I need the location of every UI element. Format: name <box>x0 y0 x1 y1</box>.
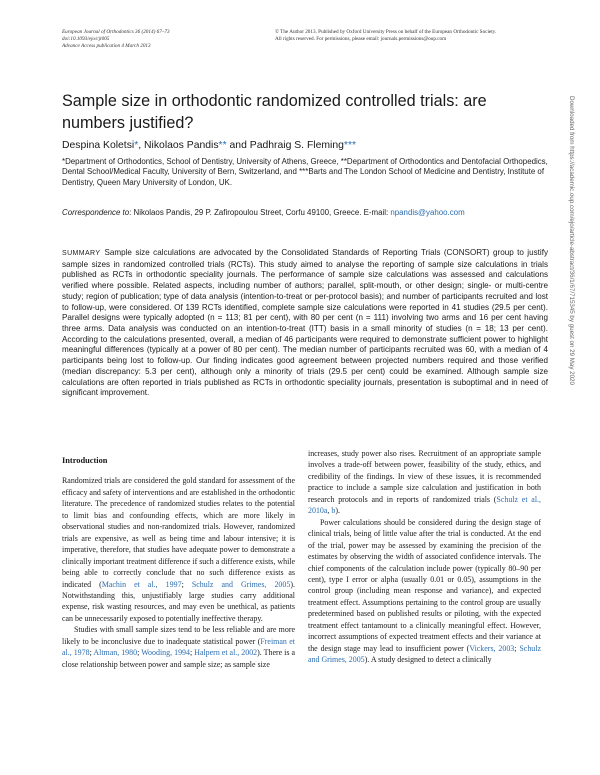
email-link[interactable]: npandis@yahoo.com <box>390 208 465 217</box>
copyright-line: © The Author 2013. Published by Oxford University Press on behalf of the European Orthodontic Society. <box>275 29 497 35</box>
text-run: ). There is a close relationship between power and sample size; as sample size <box>62 648 296 669</box>
text-run: increases, study power also rises. Recruitment of an appropriate sample involves a trade-off between power, feasibility of the study, ethics, and credibility of the findings. In view of these issues, it is recommended practice to include a sample size calculation and justification in both research protocols and in reports of randomized trials ( <box>308 449 541 504</box>
citation-link[interactable]: Freiman et al., 1978 <box>62 636 295 658</box>
citation-link[interactable]: Vickers, 2003 <box>469 643 515 653</box>
citation-link[interactable]: Schulz and Grimes, 2005 <box>308 643 541 665</box>
citation-link[interactable]: Wooding, 1994 <box>141 648 190 658</box>
affiliation-mark[interactable]: *** <box>343 140 357 151</box>
article-title: Sample size in orthodontic randomized controlled trials: are numbers justified? <box>62 92 487 132</box>
journal-line: European Journal of Orthodontics 36 (2014) 67–73 <box>62 29 170 35</box>
summary-label: SUMMARY <box>62 250 101 257</box>
author-list <box>62 140 356 151</box>
author-separator: , <box>138 140 145 151</box>
text-run: ). A study designed to detect a clinically <box>364 655 492 665</box>
paragraph <box>62 624 295 670</box>
citation-link[interactable]: Halpern et al., 2002 <box>194 648 258 658</box>
copyright-line: All rights reserved. For permissions, please email: journals.permissions@oup.com <box>275 36 447 43</box>
left-column <box>62 455 295 670</box>
download-notice: Downloaded from https://academic.oup.com/ejo/article-abstract/36/1/67/715345 by guest on 29 May 2020 <box>568 96 575 385</box>
affiliations: *Department of Orthodontics, School of Dentistry, University of Athens, Greece, **Department of Orthodontics and Dentofacial Orthopedics, Dental School/Medical Faculty, University of Bern, Switzerland, and ***Barts and The London School of Medicine and Dentistry, Institute of Dentistry, Queen Mary University of London, UK. <box>62 157 548 187</box>
correspondence <box>62 208 562 217</box>
text-run: ). Notwithstanding this, unjustifiably large studies carry additional expense, risk wasting resources, and may even be unethical, as patients can be unnecessarily exposed to potentially ineffective therapy. <box>62 579 295 623</box>
text-run: ; <box>514 643 520 653</box>
text-run: ; <box>189 648 195 658</box>
copyright-notice <box>275 29 551 43</box>
text-run: Power calculations should be considered during the design stage of clinical trials, being of little value after the trial is conducted. At the end of the trial, power may be assessed by examining the precision of the estimates by observing the width of associated confidence intervals. The chief components of the calculation include power (typically 80–90 per cent), type I error or alpha (usually 0.01 or 0.05), assumptions in the control group (including mean response and variance), and expected treatment effect. Assumptions pertaining to the control group are usually predetermined based on published results or piloting, with the expected treatment effect tantamount to a clinically meaningful effect. However, incorrect assumptions of expected treatment effects and their variance at the design stage may lead to insufficient power ( <box>308 517 541 653</box>
journal-line: Advance Access publication 4 March 2013 <box>62 43 151 50</box>
citation-link[interactable]: Altman, 1980 <box>93 648 138 658</box>
section-heading: Introduction <box>62 456 108 465</box>
journal-line: doi:10.1093/ejo/cjt005 <box>62 36 110 43</box>
text-run: ; <box>137 648 142 658</box>
text-run: Randomized trials are considered the gold standard for assessment of the efficacy and safety of interventions and are established in the orthodontic literature. The precedence of randomized studies relates to the potential to limit bias and confounding effects, which are more likely in observational studies and non-randomized trials. However, randomized trials are expensive, as well as being time and labour intensive; it is imperative, therefore, that studies have adequate power to demonstrate a clinically important treatment difference if such a difference exists, while being able to correctly conclude that no such difference exists as indicated ( <box>62 476 295 589</box>
author-name: Despina Koletsi <box>62 140 135 151</box>
text-run: ; <box>89 648 94 658</box>
journal-citation <box>62 29 170 51</box>
text-run: , <box>327 506 332 516</box>
author-separator: and <box>226 140 250 151</box>
author-name: Nikolaos Pandis <box>144 140 219 151</box>
citation-link[interactable]: Schulz and Grimes, 2005 <box>191 579 291 589</box>
paragraph <box>62 475 295 624</box>
text-run: ; <box>181 579 192 589</box>
author-name: Padhraig S. Fleming <box>249 140 344 151</box>
summary-text: Sample size calculations are advocated by the Consolidated Standards of Reporting Trials (CONSORT) group to justify sample sizes in randomized controlled trials (RCTs). This study aimed to analyse the reporting of sample size calculations in trials published as RCTs in orthodontic speciality journals. The performance of sample size calculations was assessed and calculations verified where possible. Related aspects, including number of authors; parallel, split-mouth, or other design; single- or multi-centre study; region of publication; type of data analysis (intention-to-treat or per-protocol basis); and number of participants recruited and lost to follow-up, were considered. Of 139 RCTs identified, complete sample size calculations were reported in 41 studies (29.5 per cent). Parallel designs were typically adopted (n = 113; 81 per cent), with 80 per cent (n = 111) involving two arms and 16 per cent having three arms. Data analysis was conducted on an intention-to-treat (ITT) basis in a small minority of studies (n = 18; 13 per cent). According to the calculations presented, overall, a median of 46 participants were required to demonstrate sufficient power to highlight meaningful differences (typically at a power of 80 per cent). The median number of participants recruited was 60, with a median of 4 participants being lost to follow-up. Our finding indicates good agreement between projected numbers required and those verified (median discrepancy: 5.3 per cent), although only a minority of trials (29.5 per cent) could be examined. Although sample size calculations are often reported in trials published as RCTs in orthodontic speciality journals, presentation is suboptimal and in need of significant improvement. <box>62 248 548 398</box>
correspondence-text: : Nikolaos Pandis, 29 P. Zafiropoulou Street, Corfu 49100, Greece. E-mail: <box>129 208 391 217</box>
text-run: Studies with small sample sizes tend to be less reliable and are more likely to be inconclusive due to inadequate statistical power ( <box>62 625 295 646</box>
citation-link[interactable]: Schulz et al., 2010a <box>308 494 541 516</box>
paragraph <box>308 448 541 517</box>
paragraph <box>308 517 541 666</box>
affiliation-mark[interactable]: * <box>134 140 139 151</box>
affiliation-mark[interactable]: ** <box>218 140 227 151</box>
citation-link[interactable]: Machin et al., 1997 <box>101 579 182 589</box>
abstract <box>62 248 548 399</box>
text-run: ). <box>335 506 340 516</box>
citation-link[interactable]: b <box>331 506 336 516</box>
correspondence-label: Correspondence to <box>62 208 130 217</box>
right-column <box>308 448 541 666</box>
